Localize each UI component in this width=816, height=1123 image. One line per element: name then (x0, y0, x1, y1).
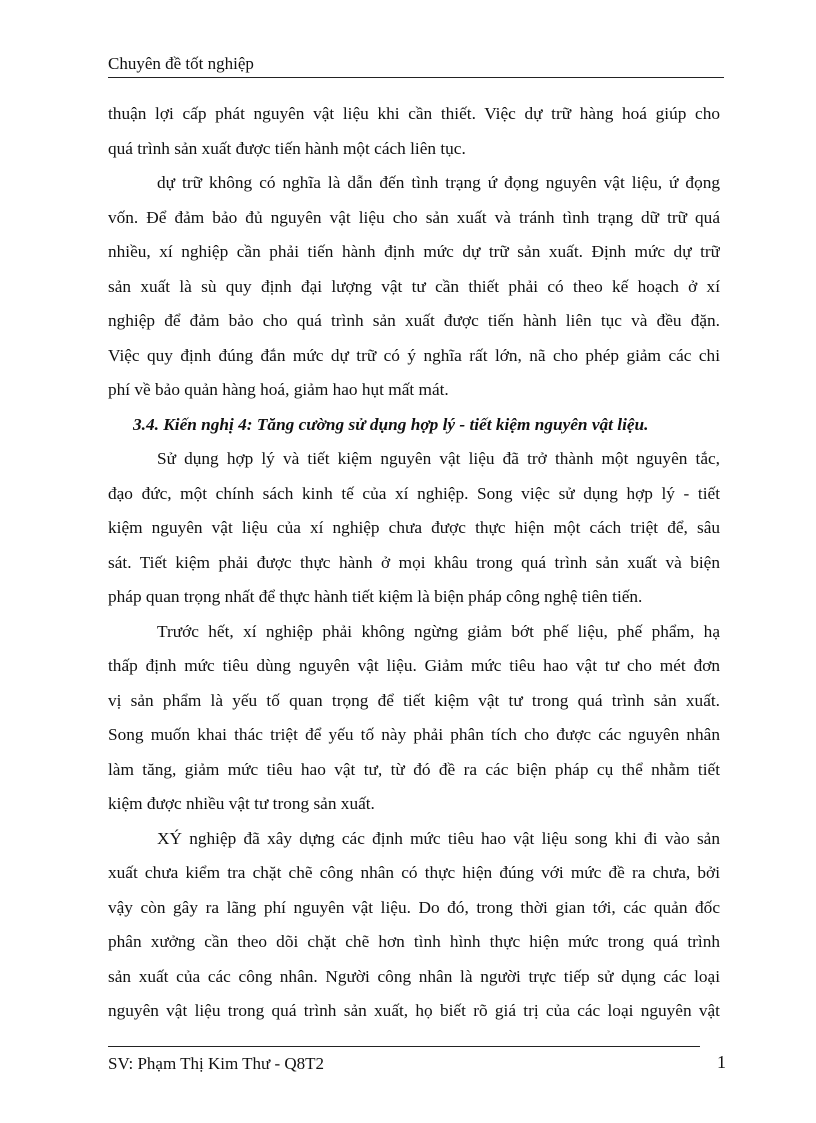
text-line: nhiều, xí nghiệp cần phải tiến hành định mức dự trữ sản xuất. Định mức dự trữ (108, 242, 720, 261)
text-line: quá trình sản xuất được tiến hành một cách liên tục. (108, 138, 466, 158)
header-rule (108, 77, 724, 78)
text-line: vậy còn gây ra lãng phí nguyên vật liệu. Do đó, trong thời gian tới, các quản đốc (108, 897, 720, 917)
text-line: phân xưởng cần theo dõi chặt chẽ hơn tình hình thực hiện mức trong quá trình (108, 932, 720, 951)
text-line: sát. Tiết kiệm phải được thực hành ở mọi khâu trong quá trình sản xuất và biện (108, 552, 720, 572)
text-line: đạo đức, một chính sách kinh tế của xí nghiệp. Song việc sử dụng hợp lý - tiết (108, 483, 720, 503)
text-line: XÝ nghiệp đã xây dựng các định mức tiêu hao vật liệu song khi đi vào sản (157, 828, 720, 848)
text-line: vị sản phẩm là yếu tố quan trọng để tiết kiệm vật tư trong quá trình sản xuất. (108, 690, 720, 710)
text-line: Việc quy định đúng đắn mức dự trữ có ý nghĩa rất lớn, nã cho phép giảm các chi (108, 345, 720, 365)
text-line: kiệm được nhiều vật tư trong sản xuất. (108, 794, 375, 813)
page-number: 1 (717, 1052, 726, 1072)
text-line: xuất chưa kiểm tra chặt chẽ công nhân có thực hiện đúng với mức đề ra chưa, bởi (108, 863, 720, 882)
text-line: Song muốn khai thác triệt để yếu tố này phải phân tích cho được các nguyên nhân (108, 725, 720, 744)
text-line: Trước hết, xí nghiệp phải không ngừng giảm bớt phế liệu, phế phẩm, hạ (157, 621, 720, 641)
text-line: phí về bảo quản hàng hoá, giảm hao hụt mất mát. (108, 380, 449, 399)
text-line: sản xuất của các công nhân. Người công nhân là người trực tiếp sử dụng các loại (108, 966, 720, 986)
text-line: vốn. Để đảm bảo đủ nguyên vật liệu cho sản xuất và tránh tình trạng dữ trữ quá (108, 207, 720, 227)
footer-author: SV: Phạm Thị Kim Thư - Q8T2 (108, 1054, 325, 1073)
text-line: Sử dụng hợp lý và tiết kiệm nguyên vật liệu đã trở thành một nguyên tắc, (157, 449, 720, 468)
text-line: sản xuất là sù quy định đại lượng vật tư cần thiết phải có theo kế hoạch ở xí (108, 276, 720, 296)
footer-rule (108, 1046, 700, 1047)
text-line: làm tăng, giảm mức tiêu hao vật tư, từ đó đề ra các biện pháp cụ thể nhằm tiết (108, 759, 720, 779)
document-body (108, 97, 720, 1029)
section-heading: 3.4. Kiến nghị 4: Tăng cường sử dụng hợp lý - tiết kiệm nguyên vật liệu. (133, 414, 649, 434)
text-line: thấp định mức tiêu dùng nguyên vật liệu. Giảm mức tiêu hao vật tư cho mét đơn (108, 656, 720, 675)
text-line: thuận lợi cấp phát nguyên vật liệu khi cần thiết. Việc dự trữ hàng hoá giúp cho (108, 104, 720, 123)
text-line: nguyên vật liệu trong quá trình sản xuất, họ biết rõ giá trị của các loại nguyên vật (108, 1001, 720, 1020)
page-header: Chuyên đề tốt nghiệp (108, 54, 254, 73)
text-line: nghiệp để đảm bảo cho quá trình sản xuất được tiến hành liên tục và đều đặn. (108, 311, 720, 330)
text-line: pháp quan trọng nhất để thực hành tiết kiệm là biện pháp công nghệ tiên tiến. (108, 587, 643, 606)
text-line: kiệm nguyên vật liệu của xí nghiệp chưa được thực hiện một cách triệt để, sâu (108, 518, 720, 537)
text-line: dự trữ không có nghĩa là dẫn đến tình trạng ứ đọng nguyên vật liệu, ứ đọng (157, 173, 720, 192)
